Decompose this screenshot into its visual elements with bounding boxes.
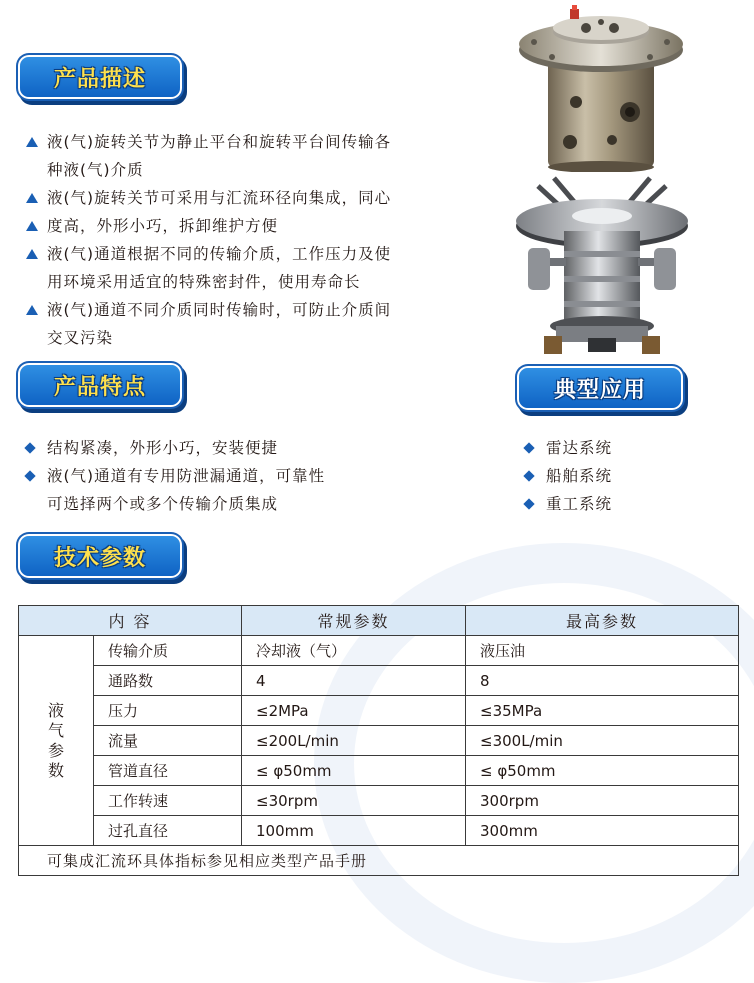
max-value-cell: 液压油 bbox=[466, 636, 739, 666]
rotary-joint-photo bbox=[512, 2, 692, 172]
section-badge-description bbox=[20, 57, 180, 97]
list-item-line: 液(气)旋转关节可采用与汇流环径向集成，同心 bbox=[47, 189, 392, 207]
max-value-cell: 300mm bbox=[466, 816, 739, 846]
applications-list bbox=[519, 434, 719, 518]
list-item bbox=[20, 240, 460, 296]
list-item bbox=[519, 462, 719, 490]
triangle-up-icon bbox=[26, 137, 38, 147]
table-header-cell: 内 容 bbox=[19, 606, 242, 636]
diamond-icon bbox=[24, 470, 35, 481]
list-item-line: 度高，外形小巧，拆卸维护方便 bbox=[47, 217, 279, 235]
section-badge-specs bbox=[20, 536, 180, 576]
list-item bbox=[20, 212, 460, 240]
table-header-cell: 常规参数 bbox=[242, 606, 466, 636]
param-name-cell: 通路数 bbox=[94, 666, 242, 696]
triangle-up-icon bbox=[26, 305, 38, 315]
normal-value-cell: ≤30rpm bbox=[242, 786, 466, 816]
triangle-up-icon bbox=[26, 221, 38, 231]
normal-value-cell: 4 bbox=[242, 666, 466, 696]
param-name-cell: 工作转速 bbox=[94, 786, 242, 816]
param-name-cell: 过孔直径 bbox=[94, 816, 242, 846]
max-value-cell: 8 bbox=[466, 666, 739, 696]
section-title: 典型应用 bbox=[553, 377, 646, 403]
list-item-label: 重工系统 bbox=[546, 495, 613, 513]
list-item-line: 液(气)通道根据不同的传输介质，工作压力及使 bbox=[47, 245, 392, 263]
list-item bbox=[519, 434, 719, 462]
param-name-cell: 传输介质 bbox=[94, 636, 242, 666]
group-label-char: 液 bbox=[47, 700, 64, 720]
table-row bbox=[19, 756, 739, 786]
normal-value-cell: 冷却液（气） bbox=[242, 636, 466, 666]
list-item bbox=[20, 184, 460, 212]
list-item-line: 交叉污染 bbox=[47, 329, 114, 347]
group-label-char: 数 bbox=[47, 760, 64, 780]
section-badge-applications bbox=[519, 368, 681, 408]
normal-value-cell: 100mm bbox=[242, 816, 466, 846]
list-item-line: 液(气)旋转关节为静止平台和旋转平台间传输各 bbox=[47, 133, 392, 151]
section-title: 产品描述 bbox=[53, 66, 146, 92]
list-item-line: 可选择两个或多个传输介质集成 bbox=[47, 495, 279, 513]
table-footnote-row bbox=[19, 846, 739, 876]
section-badge-features bbox=[20, 365, 180, 405]
group-label-char: 气 bbox=[47, 720, 64, 740]
table-row bbox=[19, 726, 739, 756]
list-item-line: 用环境采用适宜的特殊密封件，使用寿命长 bbox=[47, 273, 361, 291]
list-item bbox=[519, 490, 719, 518]
max-value-cell: 300rpm bbox=[466, 786, 739, 816]
section-title: 产品特点 bbox=[53, 374, 146, 400]
normal-value-cell: ≤ φ50mm bbox=[242, 756, 466, 786]
group-label-char: 参 bbox=[47, 740, 64, 760]
triangle-up-icon bbox=[26, 193, 38, 203]
table-row bbox=[19, 666, 739, 696]
slip-ring-assembly-photo bbox=[514, 176, 690, 356]
table-row bbox=[19, 816, 739, 846]
normal-value-cell: ≤200L/min bbox=[242, 726, 466, 756]
table-footnote: 可集成汇流环具体指标参见相应类型产品手册 bbox=[19, 846, 739, 876]
list-item-line: 结构紧凑，外形小巧，安装便捷 bbox=[47, 439, 279, 457]
param-name-cell: 管道直径 bbox=[94, 756, 242, 786]
table-row bbox=[19, 636, 739, 666]
description-list bbox=[20, 128, 460, 352]
diamond-icon bbox=[523, 470, 534, 481]
triangle-up-icon bbox=[26, 249, 38, 259]
max-value-cell: ≤35MPa bbox=[466, 696, 739, 726]
table-row bbox=[19, 786, 739, 816]
table-row bbox=[19, 696, 739, 726]
list-item-line: 液(气)通道不同介质同时传输时，可防止介质间 bbox=[47, 301, 392, 319]
group-label-cell bbox=[19, 636, 94, 846]
diamond-icon bbox=[24, 442, 35, 453]
list-item-label: 雷达系统 bbox=[546, 439, 613, 457]
list-item bbox=[20, 296, 460, 352]
diamond-icon bbox=[523, 498, 534, 509]
list-item bbox=[20, 462, 460, 518]
spec-table bbox=[18, 605, 739, 876]
param-name-cell: 压力 bbox=[94, 696, 242, 726]
list-item-label: 船舶系统 bbox=[546, 467, 613, 485]
list-item bbox=[20, 128, 460, 184]
normal-value-cell: ≤2MPa bbox=[242, 696, 466, 726]
table-header-cell: 最高参数 bbox=[466, 606, 739, 636]
table-header-row bbox=[19, 606, 739, 636]
list-item-line: 种液(气)介质 bbox=[47, 161, 144, 179]
max-value-cell: ≤300L/min bbox=[466, 726, 739, 756]
param-name-cell: 流量 bbox=[94, 726, 242, 756]
section-title: 技术参数 bbox=[53, 545, 146, 571]
features-list bbox=[20, 434, 460, 518]
diamond-icon bbox=[523, 442, 534, 453]
max-value-cell: ≤ φ50mm bbox=[466, 756, 739, 786]
list-item-line: 液(气)通道有专用防泄漏通道，可靠性 bbox=[47, 467, 326, 485]
list-item bbox=[20, 434, 460, 462]
